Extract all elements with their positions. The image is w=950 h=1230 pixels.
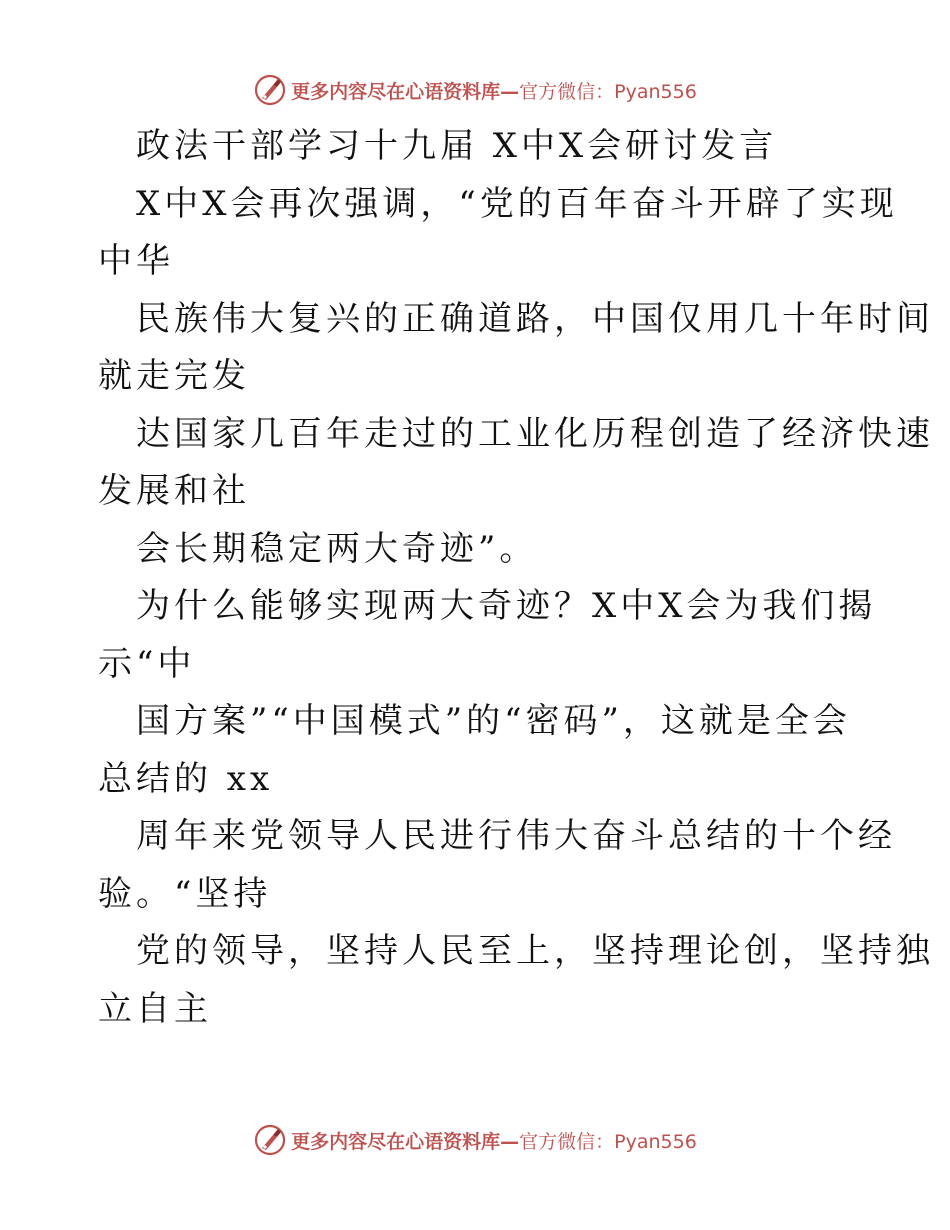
fountain-pen-logo-icon [253, 73, 287, 107]
fountain-pen-logo-icon [253, 1123, 287, 1157]
text-line: 周年来党领导人民进行伟大奋斗总结的十个经 [136, 816, 896, 856]
text-line: 中华 [98, 241, 174, 281]
text-line: 就走完发 [98, 356, 250, 396]
text-line: 验。“坚持 [98, 873, 272, 914]
watermark-text: 更多内容尽在心语资料库—官方微信：Pyan556 [291, 1130, 697, 1153]
text-line: 民族伟大复兴的正确道路，中国仅用几十年时间 [136, 298, 934, 339]
text-line: 立自主 [98, 988, 212, 1029]
text-line: 政法干部学习十九届 X中X会研讨发言 [136, 126, 778, 166]
text-line: 为什么能够实现两大奇迹？X中X会为我们揭 [136, 586, 877, 626]
text-line: X中X会再次强调，“党的百年奋斗开辟了实现 [136, 183, 898, 224]
header-watermark [0, 70, 950, 110]
text-line: 会长期稳定两大奇迹”。 [136, 528, 538, 569]
footer-watermark [0, 1120, 950, 1160]
text-line: 党的领导，坚持人民至上，坚持理论创，坚持独 [136, 931, 934, 971]
text-line: 达国家几百年走过的工业化历程创造了经济快速 [136, 413, 934, 454]
text-line: 发展和社 [98, 471, 250, 511]
watermark-text: 更多内容尽在心语资料库—官方微信：Pyan556 [291, 80, 697, 103]
text-line: 国方案”“中国模式”的“密码”，这就是全会 [136, 701, 851, 741]
text-line: 总结的 xx [98, 758, 274, 799]
text-line: 示“中 [98, 643, 196, 684]
document-body [98, 118, 934, 1038]
